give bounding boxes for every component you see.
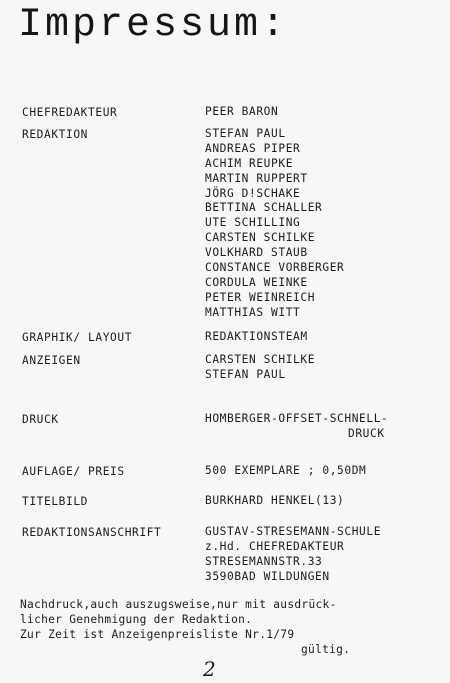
page-title: Impressum: [18, 3, 289, 48]
entry-values [205, 412, 388, 442]
entry-values [205, 330, 308, 345]
footer-line: gültig. [301, 642, 351, 656]
footer-line: Zur Zeit ist Anzeigenpreisliste Nr.1/79 [20, 627, 295, 641]
entry-label: TITELBILD [22, 495, 89, 508]
entry-values [205, 127, 344, 321]
entry-value: BETTINA SCHALLER [205, 201, 323, 215]
footer-notice [20, 598, 350, 658]
entry-value: ANDREAS PIPER [205, 141, 301, 155]
entry-value: CARSTEN SCHILKE [205, 353, 316, 366]
entry-value: STEFAN PAUL [205, 127, 286, 140]
entry-value: VOLKHARD STAUB [205, 246, 308, 260]
entry-value: BURKHARD HENKEL(13) [205, 494, 345, 507]
entry-value: DRUCK [348, 426, 385, 440]
entry-value: 3590BAD WILDUNGEN [205, 569, 330, 583]
entry-value: CORDULA WEINKE [205, 275, 308, 289]
entry-label: DRUCK [22, 413, 59, 426]
footer-line: licher Genehmigung der Redaktion. [20, 612, 253, 626]
entry-values [205, 353, 315, 383]
entry-label: REDAKTIONSANSCHRIFT [22, 526, 162, 539]
entry-value: PETER WEINREICH [205, 290, 316, 304]
entry-values [205, 525, 381, 585]
entry-values [205, 464, 366, 479]
page-number: 2 [203, 657, 216, 681]
entry-value: 500 EXEMPLARE ; 0,50DM [205, 464, 367, 477]
footer-line: Nachdruck,auch auszugsweise,nur mit ausdrück- [20, 598, 337, 611]
entry-values [205, 105, 278, 120]
entry-values [205, 494, 344, 509]
entry-value: CONSTANCE VORBERGER [205, 261, 345, 275]
entry-value: MARTIN RUPPERT [205, 171, 308, 185]
entry-value: MATTHIAS WITT [205, 305, 301, 319]
entry-label: AUFLAGE/ PREIS [22, 465, 125, 478]
entry-label: GRAPHIK/ LAYOUT [22, 331, 133, 344]
entry-label: ANZEIGEN [22, 354, 81, 367]
entry-label: REDAKTION [22, 128, 89, 141]
entry-value: PEER BARON [205, 105, 279, 118]
entry-value: ACHIM REUPKE [205, 156, 294, 170]
entry-value: CARSTEN SCHILKE [205, 231, 316, 245]
entry-value: STRESEMANNSTR.33 [205, 554, 323, 568]
entry-value: REDAKTIONSTEAM [205, 330, 308, 343]
entry-label: CHEFREDAKTEUR [22, 106, 118, 119]
entry-value: STEFAN PAUL [205, 367, 286, 381]
entry-value: z.Hd. CHEFREDAKTEUR [205, 539, 345, 553]
entry-value: HOMBERGER-OFFSET-SCHNELL- [205, 412, 389, 425]
entry-value: UTE SCHILLING [205, 216, 301, 230]
entry-value: JÖRG D!SCHAKE [205, 186, 301, 200]
entry-value: GUSTAV-STRESEMANN-SCHULE [205, 525, 382, 538]
